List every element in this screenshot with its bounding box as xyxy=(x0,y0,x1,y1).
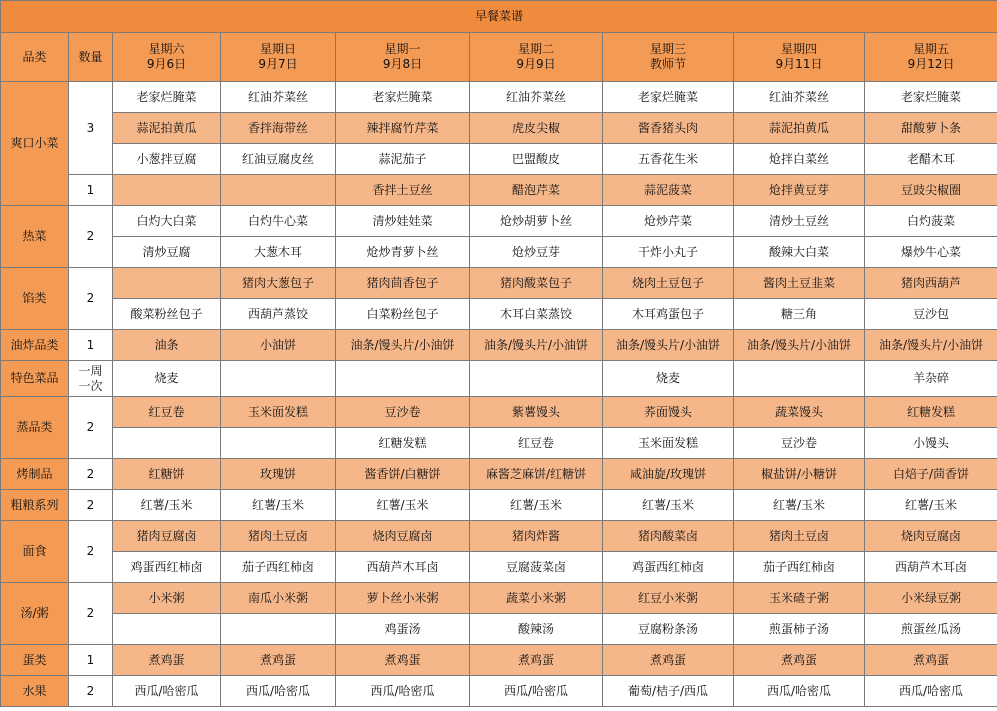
menu-cell: 油条/馒头片/小油饼 xyxy=(470,330,603,361)
menu-cell: 红糖发糕 xyxy=(336,428,470,459)
menu-cell: 猪肉炸酱 xyxy=(470,521,603,552)
day-date: 教师节 xyxy=(649,57,686,71)
menu-cell: 酸辣汤 xyxy=(470,614,603,645)
menu-cell: 白菜粉丝包子 xyxy=(336,299,470,330)
menu-cell: 猪肉酸菜卤 xyxy=(603,521,734,552)
menu-cell: 酸辣大白菜 xyxy=(734,237,865,268)
day-date: 9月8日 xyxy=(382,57,423,71)
menu-cell: 白灼牛心菜 xyxy=(221,206,336,237)
menu-cell: 豆沙包 xyxy=(865,299,997,330)
menu-cell: 炝拌黄豆芽 xyxy=(734,175,865,206)
menu-cell: 红油豆腐皮丝 xyxy=(221,144,336,175)
menu-cell: 蒜泥拍黄瓜 xyxy=(734,113,865,144)
menu-cell: 烧肉豆腐卤 xyxy=(336,521,470,552)
menu-cell: 小米粥 xyxy=(113,583,221,614)
menu-cell: 油条 xyxy=(113,330,221,361)
menu-cell: 荞面馒头 xyxy=(603,397,734,428)
quantity-cell: 2 xyxy=(69,490,113,521)
menu-cell: 豆腐菠菜卤 xyxy=(470,552,603,583)
menu-cell: 大葱木耳 xyxy=(221,237,336,268)
menu-cell: 酱香饼/白糖饼 xyxy=(336,459,470,490)
menu-cell: 烧麦 xyxy=(603,361,734,397)
menu-cell: 咸油旋/玫瑰饼 xyxy=(603,459,734,490)
menu-cell: 小葱拌豆腐 xyxy=(113,144,221,175)
menu-cell: 豆沙卷 xyxy=(734,428,865,459)
day-name: 星期三 xyxy=(649,42,686,56)
menu-cell: 猪肉土豆卤 xyxy=(221,521,336,552)
menu-cell: 茄子西红柿卤 xyxy=(734,552,865,583)
menu-cell: 猪肉酸菜包子 xyxy=(470,268,603,299)
category-cell: 面食 xyxy=(1,521,69,583)
menu-cell: 玉米面发糕 xyxy=(603,428,734,459)
menu-cell: 红薯/玉米 xyxy=(734,490,865,521)
menu-cell: 炝炒芹菜 xyxy=(603,206,734,237)
menu-cell: 红油芥菜丝 xyxy=(470,82,603,113)
menu-cell: 南瓜小米粥 xyxy=(221,583,336,614)
menu-cell: 五香花生米 xyxy=(603,144,734,175)
menu-cell: 油条/馒头片/小油饼 xyxy=(865,330,997,361)
menu-cell: 油条/馒头片/小油饼 xyxy=(336,330,470,361)
quantity-cell: 1 xyxy=(69,175,113,206)
menu-cell: 香拌土豆丝 xyxy=(336,175,470,206)
menu-cell: 老醋木耳 xyxy=(865,144,997,175)
menu-cell: 西葫芦木耳卤 xyxy=(336,552,470,583)
menu-cell: 茄子西红柿卤 xyxy=(221,552,336,583)
menu-cell: 炝炒胡萝卜丝 xyxy=(470,206,603,237)
menu-cell: 豆豉尖椒圈 xyxy=(865,175,997,206)
day-name: 星期五 xyxy=(913,42,950,56)
header-category: 品类 xyxy=(1,33,69,82)
menu-cell: 红油芥菜丝 xyxy=(734,82,865,113)
menu-cell: 红薯/玉米 xyxy=(113,490,221,521)
menu-cell: 煮鸡蛋 xyxy=(470,645,603,676)
menu-cell: 辣拌腐竹芹菜 xyxy=(336,113,470,144)
menu-cell: 油条/馒头片/小油饼 xyxy=(603,330,734,361)
menu-cell: 蒜泥菠菜 xyxy=(603,175,734,206)
day-name: 星期一 xyxy=(384,42,421,56)
menu-cell: 老家烂腌菜 xyxy=(603,82,734,113)
menu-cell: 红豆卷 xyxy=(113,397,221,428)
menu-cell: 葡萄/桔子/西瓜 xyxy=(603,676,734,707)
menu-cell: 西瓜/哈密瓜 xyxy=(734,676,865,707)
quantity-cell: 1 xyxy=(69,330,113,361)
menu-cell: 甜酸萝卜条 xyxy=(865,113,997,144)
menu-cell: 清炒豆腐 xyxy=(113,237,221,268)
day-date: 9月12日 xyxy=(907,57,955,71)
menu-cell: 煮鸡蛋 xyxy=(865,645,997,676)
menu-cell xyxy=(221,614,336,645)
menu-cell: 红薯/玉米 xyxy=(603,490,734,521)
quantity-cell: 2 xyxy=(69,676,113,707)
day-date: 9月11日 xyxy=(775,57,823,71)
header-quantity: 数量 xyxy=(69,33,113,82)
menu-cell: 紫薯馒头 xyxy=(470,397,603,428)
menu-cell: 鸡蛋西红柿卤 xyxy=(113,552,221,583)
menu-cell: 煎蛋柿子汤 xyxy=(734,614,865,645)
quantity-line: 一次 xyxy=(78,378,103,393)
menu-cell xyxy=(221,361,336,397)
menu-cell: 炝炒青萝卜丝 xyxy=(336,237,470,268)
menu-cell: 油条/馒头片/小油饼 xyxy=(734,330,865,361)
menu-cell: 香拌海带丝 xyxy=(221,113,336,144)
category-cell: 馅类 xyxy=(1,268,69,330)
menu-cell: 老家烂腌菜 xyxy=(865,82,997,113)
menu-cell: 爆炒牛心菜 xyxy=(865,237,997,268)
menu-cell: 煮鸡蛋 xyxy=(603,645,734,676)
menu-cell: 猪肉西葫芦 xyxy=(865,268,997,299)
menu-cell: 红薯/玉米 xyxy=(865,490,997,521)
menu-cell xyxy=(734,361,865,397)
menu-cell: 烧肉豆腐卤 xyxy=(865,521,997,552)
menu-cell: 猪肉大葱包子 xyxy=(221,268,336,299)
menu-cell: 猪肉茴香包子 xyxy=(336,268,470,299)
menu-cell: 巴盟酸皮 xyxy=(470,144,603,175)
category-cell: 特色菜品 xyxy=(1,361,69,397)
quantity-cell: 1 xyxy=(69,645,113,676)
quantity-cell: 2 xyxy=(69,206,113,268)
menu-cell xyxy=(113,175,221,206)
category-cell: 爽口小菜 xyxy=(1,82,69,206)
menu-cell: 木耳白菜蒸饺 xyxy=(470,299,603,330)
header-day-sat xyxy=(113,33,221,82)
menu-cell: 老家烂腌菜 xyxy=(113,82,221,113)
menu-cell: 红薯/玉米 xyxy=(221,490,336,521)
menu-cell: 醋泡芹菜 xyxy=(470,175,603,206)
menu-cell: 小馒头 xyxy=(865,428,997,459)
menu-cell: 清炒土豆丝 xyxy=(734,206,865,237)
quantity-cell xyxy=(69,361,113,397)
menu-cell: 木耳鸡蛋包子 xyxy=(603,299,734,330)
category-cell: 粗粮系列 xyxy=(1,490,69,521)
menu-cell: 玫瑰饼 xyxy=(221,459,336,490)
menu-cell: 白灼大白菜 xyxy=(113,206,221,237)
menu-cell: 煎蛋丝瓜汤 xyxy=(865,614,997,645)
menu-cell: 干炸小丸子 xyxy=(603,237,734,268)
menu-cell xyxy=(336,361,470,397)
category-cell: 烤制品 xyxy=(1,459,69,490)
quantity-line: 一周 xyxy=(78,363,103,378)
menu-cell: 红油芥菜丝 xyxy=(221,82,336,113)
menu-cell: 白灼菠菜 xyxy=(865,206,997,237)
menu-cell: 虎皮尖椒 xyxy=(470,113,603,144)
category-cell: 汤/粥 xyxy=(1,583,69,645)
menu-cell: 酱肉土豆韭菜 xyxy=(734,268,865,299)
menu-cell: 烧麦 xyxy=(113,361,221,397)
menu-cell: 炝拌白菜丝 xyxy=(734,144,865,175)
header-day-sun xyxy=(221,33,336,82)
header-day-wed xyxy=(603,33,734,82)
menu-cell: 椒盐饼/小糖饼 xyxy=(734,459,865,490)
day-name: 星期四 xyxy=(780,42,817,56)
menu-cell: 红豆小米粥 xyxy=(603,583,734,614)
menu-cell: 蒜泥拍黄瓜 xyxy=(113,113,221,144)
menu-title: 早餐菜谱 xyxy=(1,1,997,33)
menu-cell xyxy=(221,428,336,459)
menu-cell: 老家烂腌菜 xyxy=(336,82,470,113)
menu-cell: 西瓜/哈密瓜 xyxy=(336,676,470,707)
menu-cell: 西葫芦木耳卤 xyxy=(865,552,997,583)
menu-cell: 豆沙卷 xyxy=(336,397,470,428)
header-day-thu xyxy=(734,33,865,82)
day-name: 星期二 xyxy=(517,42,554,56)
menu-cell: 小油饼 xyxy=(221,330,336,361)
day-date: 9月7日 xyxy=(258,57,298,71)
menu-cell: 蔬菜小米粥 xyxy=(470,583,603,614)
menu-cell: 玉米面发糕 xyxy=(221,397,336,428)
category-cell: 油炸品类 xyxy=(1,330,69,361)
category-cell: 蒸品类 xyxy=(1,397,69,459)
menu-cell: 红豆卷 xyxy=(470,428,603,459)
menu-cell: 西瓜/哈密瓜 xyxy=(113,676,221,707)
menu-cell: 羊杂碎 xyxy=(865,361,997,397)
menu-cell xyxy=(113,428,221,459)
menu-cell: 西瓜/哈密瓜 xyxy=(221,676,336,707)
quantity-cell: 2 xyxy=(69,521,113,583)
menu-cell: 红薯/玉米 xyxy=(470,490,603,521)
menu-cell xyxy=(221,175,336,206)
category-cell: 热菜 xyxy=(1,206,69,268)
day-date: 9月9日 xyxy=(516,57,556,71)
quantity-cell: 2 xyxy=(69,459,113,490)
menu-cell: 红糖饼 xyxy=(113,459,221,490)
menu-cell: 红薯/玉米 xyxy=(336,490,470,521)
menu-cell: 玉米碴子粥 xyxy=(734,583,865,614)
menu-cell: 小米绿豆粥 xyxy=(865,583,997,614)
menu-cell: 蒜泥茄子 xyxy=(336,144,470,175)
menu-cell: 酱香猪头肉 xyxy=(603,113,734,144)
header-day-tue xyxy=(470,33,603,82)
menu-cell: 萝卜丝小米粥 xyxy=(336,583,470,614)
menu-cell: 白焙子/茴香饼 xyxy=(865,459,997,490)
category-cell: 蛋类 xyxy=(1,645,69,676)
menu-cell xyxy=(113,268,221,299)
menu-cell xyxy=(470,361,603,397)
menu-cell: 猪肉土豆卤 xyxy=(734,521,865,552)
quantity-cell: 2 xyxy=(69,397,113,459)
quantity-cell: 2 xyxy=(69,583,113,645)
menu-cell: 鸡蛋西红柿卤 xyxy=(603,552,734,583)
menu-cell xyxy=(113,614,221,645)
header-day-mon xyxy=(336,33,470,82)
menu-cell: 鸡蛋汤 xyxy=(336,614,470,645)
menu-cell: 清炒娃娃菜 xyxy=(336,206,470,237)
menu-cell: 西瓜/哈密瓜 xyxy=(470,676,603,707)
menu-cell: 麻酱芝麻饼/红糖饼 xyxy=(470,459,603,490)
day-name: 星期六 xyxy=(148,42,185,56)
menu-cell: 蔬菜馒头 xyxy=(734,397,865,428)
quantity-cell: 2 xyxy=(69,268,113,330)
menu-cell: 猪肉豆腐卤 xyxy=(113,521,221,552)
menu-cell: 西葫芦蒸饺 xyxy=(221,299,336,330)
menu-cell: 豆腐粉条汤 xyxy=(603,614,734,645)
menu-cell: 酸菜粉丝包子 xyxy=(113,299,221,330)
menu-cell: 西瓜/哈密瓜 xyxy=(865,676,997,707)
day-date: 9月6日 xyxy=(146,57,187,71)
day-name: 星期日 xyxy=(259,42,296,56)
quantity-cell: 3 xyxy=(69,82,113,175)
menu-cell: 煮鸡蛋 xyxy=(221,645,336,676)
menu-cell: 炝炒豆芽 xyxy=(470,237,603,268)
header-day-fri xyxy=(865,33,997,82)
menu-cell: 糖三角 xyxy=(734,299,865,330)
menu-cell: 烧肉土豆包子 xyxy=(603,268,734,299)
menu-cell: 煮鸡蛋 xyxy=(734,645,865,676)
menu-cell: 煮鸡蛋 xyxy=(336,645,470,676)
menu-cell: 煮鸡蛋 xyxy=(113,645,221,676)
menu-cell: 红糖发糕 xyxy=(865,397,997,428)
category-cell: 水果 xyxy=(1,676,69,707)
